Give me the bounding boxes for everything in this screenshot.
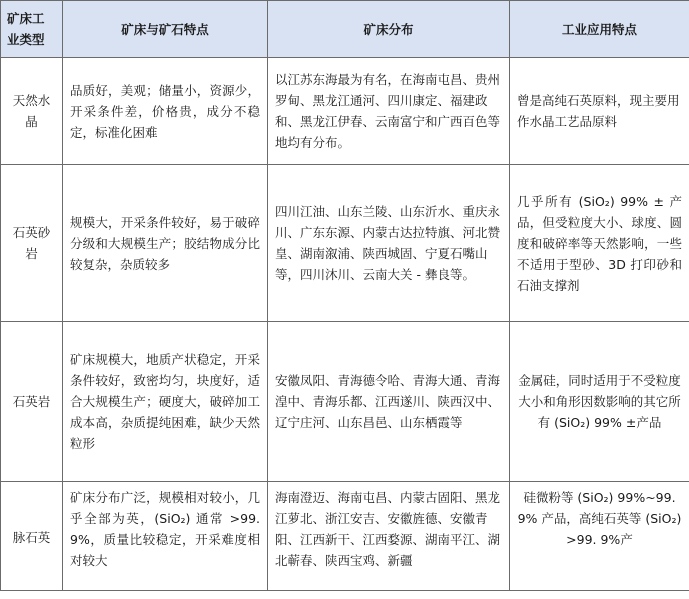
cell-application: 曾是高纯石英原料，现主要用作水晶工艺品原料 [510,58,689,165]
table-row [1,482,689,591]
cell-features: 矿床规模大，地质产状稳定，开采条件较好，致密均匀，块度好，适合大规模生产；硬度大，破碎加工成本高，杂质提纯困难，缺少天然粒形 [63,322,268,482]
header-distribution: 矿床分布 [268,1,510,58]
header-application: 工业应用特点 [510,1,689,58]
cell-application: 金属硅，同时适用于不受粒度大小和角形因数影响的其它所有 (SiO₂) 99% ±产品 [510,322,689,482]
cell-type: 天然水晶 [1,58,63,165]
header-deposit-type: 矿床工业类型 [1,1,63,58]
header-row [1,1,689,58]
cell-distribution: 海南澄迈、海南屯昌、内蒙古固阳、黑龙江萝北、浙江安吉、安徽旌德、安徽青阳、江西新干、江西婺源、湖南平江、湖北蕲春、陕西宝鸡、新疆 [268,482,510,591]
cell-features: 规模大，开采条件较好，易于破碎分级和大规模生产；胶结物成分比较复杂，杂质较多 [63,165,268,322]
table-row [1,322,689,482]
cell-type: 石英砂岩 [1,165,63,322]
cell-distribution: 以江苏东海最为有名，在海南屯昌、贵州罗甸、黑龙江通河、四川康定、福建政和、黑龙江伊春、云南富宁和广西百色等地均有分布。 [268,58,510,165]
cell-type: 石英岩 [1,322,63,482]
table-row [1,165,689,322]
cell-application: 几乎所有 (SiO₂) 99% ± 产品，但受粒度大小、球度、圆度和破碎率等天然影响，一些不适用于型砂、3D 打印砂和石油支撑剂 [510,165,689,322]
cell-features: 矿床分布广泛，规模相对较小，几乎全部为英，(SiO₂) 通常 >99.9%，质量比较稳定，开采难度相对较大 [63,482,268,591]
cell-features: 品质好，美观；储量小，资源少，开采条件差，价格贵，成分不稳定，标准化困难 [63,58,268,165]
header-features: 矿床与矿石特点 [63,1,268,58]
cell-distribution: 安徽凤阳、青海德令哈、青海大通、青海湟中、青海乐都、江西遂川、陕西汉中、辽宁庄河、山东昌邑、山东栖霞等 [268,322,510,482]
cell-distribution: 四川江油、山东兰陵、山东沂水、重庆永川、广东东源、内蒙古达拉特旗、河北赞皇、湖南溆浦、陕西城固、宁夏石嘴山等，四川沐川、云南大关 - 彝良等。 [268,165,510,322]
table-row [1,58,689,165]
cell-type: 脉石英 [1,482,63,591]
cell-application: 硅微粉等 (SiO₂) 99%~99.9% 产品，高纯石英等 (SiO₂) >99. 9%产 [510,482,689,591]
